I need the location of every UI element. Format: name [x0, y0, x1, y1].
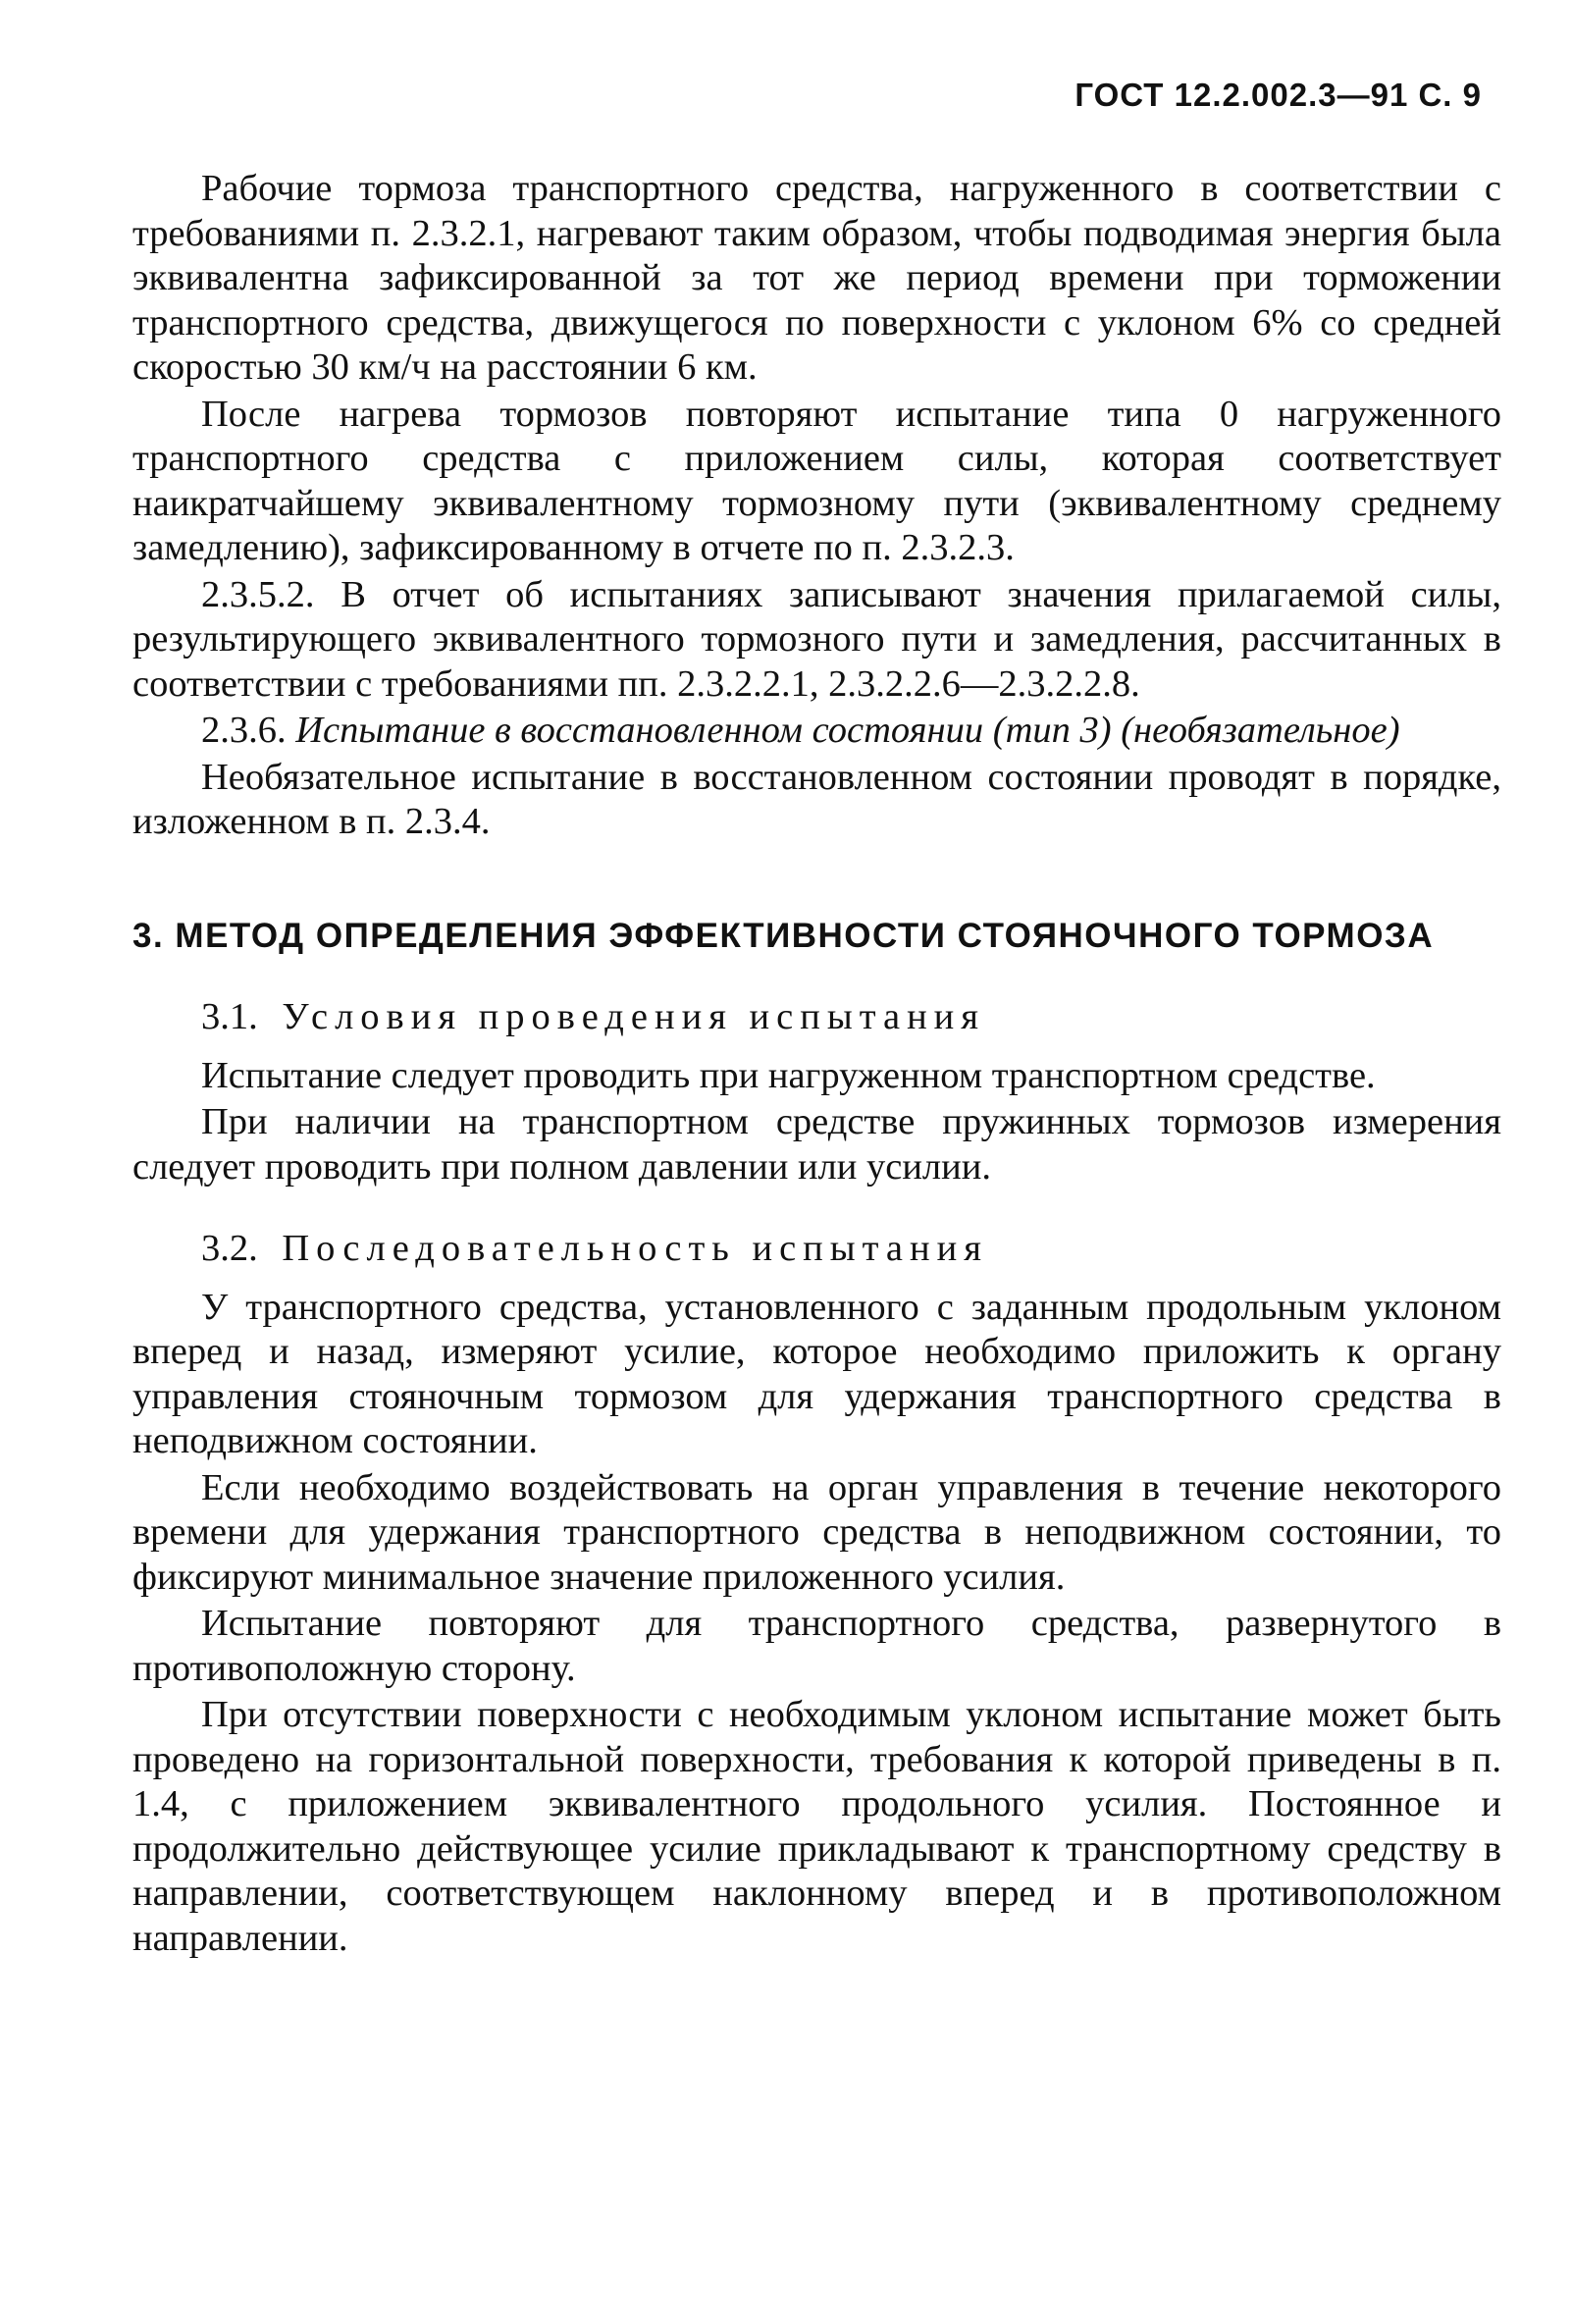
subsection-title: Последовательность испытания: [282, 1228, 988, 1269]
paragraph-brake-heating: Рабочие тормоза транспортного средства, нагруженного в соответствии с требованиями п. 2.3.2.1, нагревают таким образом, чтобы подводимая энергия была эквивалентна зафиксированной за тот же период времени при торможении транспортного средства, движущегося по поверхности с уклоном 6% со средней скоростью 30 км/ч на расстоянии 6 км.: [132, 168, 1501, 388]
paragraph-2-3-6: [132, 709, 1501, 754]
clause-number: 2.3.6.: [201, 710, 287, 751]
subsection-3-2-heading: [132, 1227, 1501, 1272]
subsection-number: 3.1.: [201, 996, 258, 1037]
paragraph-optional-test: Необязательное испытание в восстановленном состоянии проводят в порядке, изложенном в п. 2.3.4.: [132, 756, 1501, 842]
section-3-heading: 3. МЕТОД ОПРЕДЕЛЕНИЯ ЭФФЕКТИВНОСТИ СТОЯНОЧНОГО ТОРМОЗА: [132, 916, 1435, 955]
paragraph-loaded-vehicle: Испытание следует проводить при нагруженном транспортном средстве.: [201, 1054, 1376, 1096]
subsection-title: Условия проведения испытания: [282, 996, 985, 1037]
paragraph-minimum-force: Если необходимо воздействовать на орган управления в течение некоторого времени для удержания транспортного средства в неподвижном состоянии, то фиксируют минимальное значение приложенного усилия.: [132, 1466, 1501, 1598]
paragraph-spring-brakes: При наличии на транспортном средстве пружинных тормозов измерения следует проводить при полном давлении или усилии.: [132, 1101, 1501, 1188]
running-header: ГОСТ 12.2.002.3—91 С. 9: [1074, 77, 1482, 113]
paragraph-horizontal-surface: При отсутствии поверхности с необходимым уклоном испытание может быть проведено на горизонтальной поверхности, требования к которой приведены в п. 1.4, с приложением эквивалентного продольного усилия. Постоянное и продолжительно действующее усилие прикладывают к транспортному средству в направлении, соответствующем наклонному вперед и в противоположном направлении.: [132, 1694, 1501, 1959]
page-body: [132, 167, 1501, 1961]
paragraph-repeat-test: После нагрева тормозов повторяют испытание типа 0 нагруженного транспортного средства с приложением силы, которая соответствует наикратчайшему эквивалентному тормозному пути (эквивалентному среднему замедлению), зафиксированному в отчете по п. 2.3.2.3.: [132, 393, 1501, 568]
paragraph-measure-force: У транспортного средства, установленного с заданным продольным уклоном вперед и назад, измеряют усилие, которое необходимо приложить к органу управления стояночным тормозом для удержания транспортного средства в неподвижном состоянии.: [132, 1286, 1501, 1461]
subsection-number: 3.2.: [201, 1228, 258, 1269]
paragraph-repeat-opposite: Испытание повторяют для транспортного средства, развернутого в противоположную сторону.: [132, 1603, 1501, 1689]
clause-title-italic: Испытание в восстановленном состоянии (тип 3) (необязательное): [295, 710, 1400, 751]
subsection-3-1-heading: [132, 995, 1501, 1040]
paragraph-2-3-5-2: 2.3.5.2. В отчет об испытаниях записывают значения прилагаемой силы, результирующего эквивалентного тормозного пути и замедления, рассчитанных в соответствии с требованиями пп. 2.3.2.2.1, 2.3.2.2.6—2.3.2.2.8.: [132, 573, 1501, 705]
